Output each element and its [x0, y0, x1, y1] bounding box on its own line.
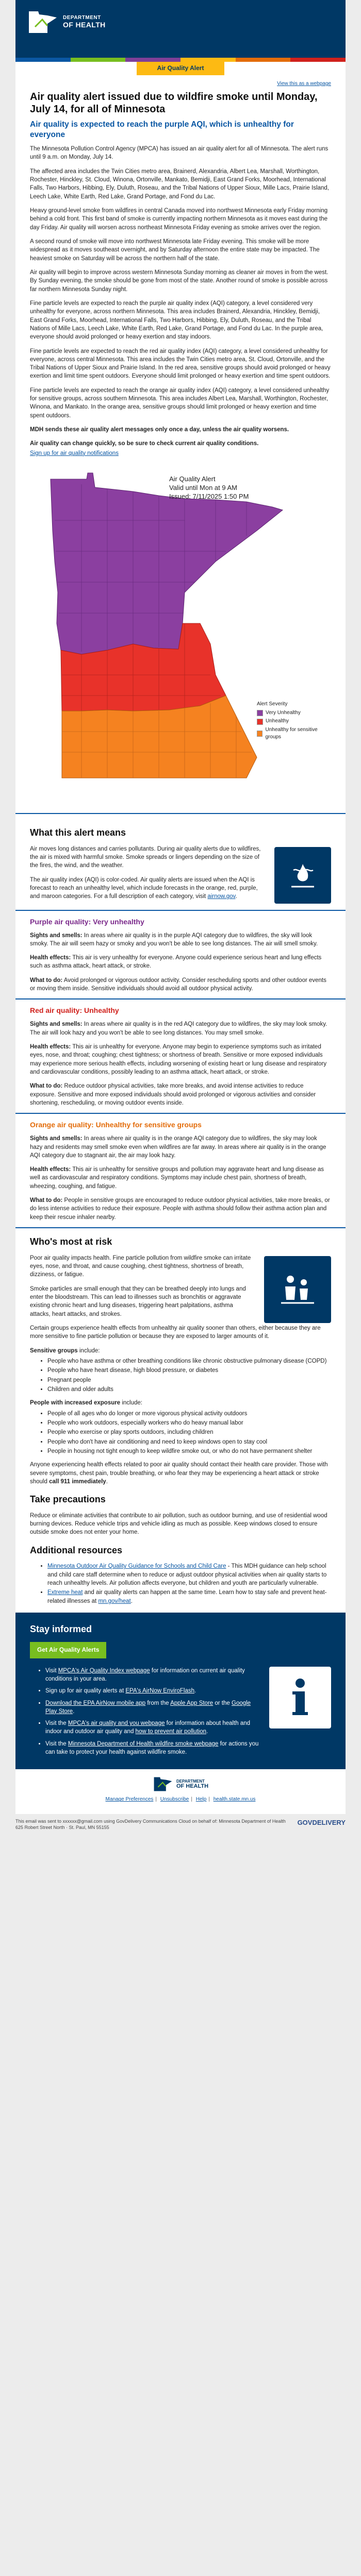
list-item: • People who work outdoors, especially workers who do heavy manual labor — [47, 1419, 331, 1427]
list-item: • Visit the Minnesota Department of Health wildfire smoke webpage for actions you can take to protect your health against wildfire smoke. — [45, 1740, 259, 1757]
resources-heading: Additional resources — [30, 1545, 123, 1555]
mn-heat-link[interactable]: mn.gov/heat — [98, 1598, 131, 1604]
list-item: • People who have heart disease, high blood pressure, or diabetes — [47, 1366, 331, 1375]
info-icon — [269, 1667, 331, 1728]
signup-notifications-link[interactable]: Sign up for air quality notifications — [30, 450, 119, 456]
legend-item-sensitive: Unhealthy for sensitive groups — [257, 726, 331, 741]
sensitive-groups-list — [30, 1357, 331, 1394]
red-health: Health effects: This air is unhealthy for everyone. Anyone may begin to experience symptoms such as irritated eyes, nose, and throat; coughing; chest tightness; or shortness of breath. Sensitive or more exposed individuals may experience more serious health effects, including worsening of existing heart or lung disease and respiratory and cardiovascular conditions, possibly leading to an asthma attack, heart attack, or stroke. — [30, 1044, 327, 1075]
list-item: • Download the EPA AirNow mobile app from the Apple App Store or the Google Play Store. — [45, 1699, 259, 1716]
people-risk-icon — [264, 1256, 331, 1323]
apple-store-link[interactable]: Apple App Store — [170, 1700, 214, 1706]
list-item: • Visit MPCA's Air Quality Index webpage for information on current air quality conditions in your area. — [45, 1667, 259, 1684]
paragraph-5: Air quality will begin to improve across western Minnesota Sunday morning as cleaner air moves in from the west. By Sunday evening, the smoke should be gone from most of the state. Another round of smoke is possible across far northern Minnesota Sunday night. — [30, 269, 329, 293]
footer-logo-line2: OF HEALTH — [176, 1783, 209, 1789]
alert-title: Air quality alert issued due to wildfire smoke until Monday, July 14, for all of Minnesota — [30, 91, 318, 115]
alert-banner: Air Quality Alert — [137, 62, 224, 75]
logo-line2: OF HEALTH — [63, 20, 106, 29]
list-item: • Sign up for air quality alerts at EPA's AirNow EnviroFlash. — [45, 1687, 259, 1695]
red-heading: Red air quality: Unhealthy — [30, 1006, 119, 1015]
footer-links: Manage Preferences | Unsubscribe | Help | health.state.mn.us — [105, 1797, 256, 1803]
footer-logo-line1: DEPARTMENT — [176, 1778, 205, 1784]
purple-todo: What to do: Avoid prolonged or vigorous outdoor activity. Consider rescheduling sports and other outdoor events or moving them inside. Sensitive individuals should avoid all outdoor physical activity. — [30, 977, 326, 992]
list-item: • Minnesota Outdoor Air Quality Guidance for Schools and Child Care - This MDH guidance can help school and child care staff determine when to reduce or adjust outdoor physical activities when air quality starts to reach unhealthy levels. Air pollution affects everyone, but children and youth are particularly vulnerable. — [47, 1562, 331, 1587]
wildfire-air-icon — [274, 847, 331, 904]
paragraph-3: Heavy ground-level smoke from wildfires in central Canada moved into northwest Minnesota early Friday morning behind a cold front. This first band of smoke is currently impacting northern Minnesota as it moves east during the day Friday. Air quality will worsen across northeast Minnesota Friday evening as smoke arrives over the region. — [30, 207, 328, 231]
what-means-p1: Air moves long distances and carries pollutants. During air quality alerts due to wildfires, the air is mixed with harmful smoke. Smoke spreads or lingers depending on the size of the fires, the wind, and the weather. — [30, 845, 261, 869]
paragraph-1: The Minnesota Pollution Control Agency (MPCA) has issued an air quality alert for all of Minnesota. The alert runs until 9 a.m. on Monday, July 14. — [30, 145, 329, 161]
orange-todo: What to do: People in sensitive groups are encouraged to reduce outdoor physical activities, take more breaks, or do less intense activities to reduce their exposure. People with asthma should follow their asthma action plan and keep their rescue inhaler nearby. — [30, 1197, 330, 1221]
orange-health: Health effects: This air is unhealthy for sensitive groups and pollution may aggravate heart and lung disease as well as cardiovascular and respiratory conditions. Symptoms may include chest pain, shortness of breath, wheezing, coughing, and fatigue. — [30, 1166, 324, 1190]
list-item: • People who don't have air conditioning and need to keep windows open to stay cool — [47, 1438, 331, 1446]
paragraph-7: Fine particle levels are expected to reach the red air quality index (AQI) category, a level considered unhealthy for everyone, across central Minnesota. This area includes the Twin Cities metro area, St. Cloud, Ortonville, and the Tribal Nations of Upper Sioux and Prairie Island. In the red area, sensitive groups should avoid prolonged or heavy exertion and limit time spent outdoors. Everyone should limit prolonged or heavy exertion and time spent outdoors. — [30, 348, 331, 380]
school-guidance-link[interactable]: Minnesota Outdoor Air Quality Guidance for Schools and Child Care — [47, 1563, 226, 1570]
list-item: • Pregnant people — [47, 1376, 331, 1384]
red-todo: What to do: Reduce outdoor physical activities, take more breaks, and avoid intense activities to reduce exposure. Sensitive and more exposed individuals should avoid prolonged or vigorous activities and consider shortening, rescheduling, or moving outdoor events inside. — [30, 1083, 316, 1106]
map-title: Air Quality Alert Valid until Mon at 9 AM Issued: 7/11/2025 1:50 PM — [169, 475, 249, 500]
legend-item-unhealthy: Unhealthy — [257, 718, 331, 725]
logo-line1: DEPARTMENT — [63, 15, 101, 21]
minnesota-alert-map — [30, 469, 331, 800]
check-conditions-note: Air quality can change quickly, so be sure to check current air quality conditions. — [30, 440, 259, 447]
paragraph-6: Fine particle levels are expected to reach the purple air quality index (AQI) category, a level considered very unhealthy for everyone, across northern Minnesota. This area includes Brainerd, Alexandria, Hinckley, Bemidji, East Grand Forks, Moorhead, International Falls, Two Harbors, Hibbing, Ely, Duluth, Roseau, and the Tribal Nations of Mille Lacs, Leech Lake, White Earth, Red Lake, Grand Portage, and Fond du Lac. In the purple area, everyone should avoid prolonged or heavy exertion and stay indoors. — [30, 300, 323, 341]
airnow-link[interactable]: airnow.gov — [207, 893, 236, 900]
delivery-note: This email was sent to xxxxxx@gmail.com using GovDelivery Communications Cloud on behalf of: Minnesota Department of Health 625 Robert Street North · St. Paul, MN 55155 GOVDELIVERY — [15, 1818, 346, 1831]
stay-heading: Stay informed — [30, 1623, 92, 1634]
purple-heading: Purple air quality: Very unhealthy — [30, 917, 144, 926]
section-divider — [15, 910, 346, 911]
minnesota-state-icon — [153, 1776, 173, 1792]
orange-heading: Orange air quality: Unhealthy for sensitive groups — [30, 1121, 202, 1129]
alert-subtitle: Air quality is expected to reach the purple AQI, which is unhealthy for everyone — [30, 120, 294, 139]
paragraph-8: Fine particle levels are expected to reach the orange air quality index (AQI) category, a level considered unhealthy for sensitive groups, across southern Minnesota. This area includes Albert Lea, Marshall, Worthington, Rochester, Winona, and Mankato. In the orange area, sensitive groups should limit prolonged or heavy exertion and time spent outdoors. — [30, 387, 330, 419]
purple-health: Health effects: This air is very unhealthy for everyone. Anyone could experience serious heart and lung effects such as asthma attack, heart attack, or stroke. — [30, 955, 322, 970]
exposure-intro: People with increased exposure include: — [30, 1400, 142, 1406]
paragraph-2: The affected area includes the Twin Cities metro area, Brainerd, Alexandria, Albert Lea, Marshall, Worthington, Rochester, Hinckley, St. Cloud, Winona, Ortonville, Mankato, Bemidji, East Grand Forks, Moorhead, International Falls, Two Harbors, Hibbing, Ely, Duluth, Roseau, and the Tribal Nations of Upper Sioux, Mille Lacs, Prairie Island, Leech Lake, White Earth, Red Lake, Grand Portage, and Fond du Lac. — [30, 168, 329, 200]
wildfire-smoke-link[interactable]: Minnesota Department of Health wildfire smoke webpage — [68, 1740, 219, 1747]
exposure-list — [30, 1410, 331, 1456]
extreme-heat-link[interactable]: Extreme heat — [47, 1589, 83, 1596]
minnesota-state-icon — [27, 10, 59, 34]
list-item: • People who exercise or play sports outdoors, including children — [47, 1428, 331, 1436]
mdh-logo — [27, 10, 106, 34]
risk-heading: Who's most at risk — [30, 1236, 112, 1247]
map-legend — [257, 701, 331, 742]
google-play-link[interactable]: Google Play Store — [45, 1700, 251, 1715]
color-stripe — [15, 58, 346, 62]
sensitive-groups-intro: Sensitive groups include: — [30, 1347, 100, 1354]
what-means-heading: What this alert means — [30, 827, 126, 838]
section-divider — [15, 1227, 346, 1228]
orange-sights: Sights and smells: In areas where air quality is in the orange AQI category due to wildfires, the sky may look hazy and residents may smell smoke even when wildfires are far away. In areas where air quality is in the orange AQI category due to stagnant air, the air may look hazy. — [30, 1136, 326, 1159]
list-item: • People in housing not tight enough to keep wildfire smoke out, or who do not have permanent shelter — [47, 1447, 331, 1455]
legend-title: Alert Severity — [257, 701, 288, 707]
risk-p3: Certain groups experience health effects from unhealthy air quality sooner than others, either because they are more sensitive to fine particle pollution or because they are exposed to larger amounts of it. — [30, 1325, 321, 1340]
precautions-heading: Take precautions — [30, 1494, 106, 1505]
air-quality-map — [30, 469, 331, 800]
risk-p1: Poor air quality impacts health. Fine particle pollution from wildfire smoke can irritate eyes, nose, and throat, and cause coughing, chest tightness, shortness of breath, dizziness, or fatigue. — [30, 1255, 251, 1278]
section-divider — [15, 998, 346, 999]
aq-and-you-link[interactable]: MPCA's air quality and you webpage — [68, 1720, 165, 1727]
unsubscribe-link[interactable]: Unsubscribe — [160, 1797, 189, 1803]
legend-item-very-unhealthy: Very Unhealthy — [257, 709, 331, 717]
stay-list — [30, 1667, 259, 1757]
list-item: • People who have asthma or other breathing conditions like chronic obstructive pulmonary disease (COPD) — [47, 1357, 331, 1365]
main-content — [15, 75, 346, 800]
list-item: • Visit the MPCA's air quality and you webpage for information about health and indoor and outdoor air quality and how to prevent air pollution. — [45, 1719, 259, 1736]
aqi-webpage-link[interactable]: MPCA's Air Quality Index webpage — [58, 1667, 150, 1674]
precautions-text: Reduce or eliminate activities that contribute to air pollution, such as outdoor burning, and use of residential wood burning devices. Reduce vehicle trips and vehicle idling as much as possible. Keep windows closed to ensure outside smoke does not enter your home. — [30, 1512, 327, 1536]
get-alerts-button[interactable]: Get Air Quality Alerts — [30, 1642, 106, 1658]
footer-logo — [15, 1769, 346, 1796]
paragraph-4: A second round of smoke will move into northwest Minnesota late Friday evening. This smoke will be more widespread as it moves southeast overnight, and by Saturday afternoon the entire state may be impacted. The heaviest smoke on Saturday will be across the northern half of the state. — [30, 238, 320, 262]
what-means-p2: The air quality index (AQI) is color-coded. Air quality alerts are issued when the AQI is forecast to reach an unhealthy level, which include forecasts in the orange, red, purple, and maroon categories. For a full description of each category, visit airnow.gov. — [30, 876, 258, 900]
airnow-app-link[interactable]: Download the EPA AirNow mobile app — [45, 1700, 146, 1706]
header — [15, 0, 346, 58]
list-item: • Children and older adults — [47, 1385, 331, 1394]
purple-sights: Sights and smells: In areas where air quality is in the purple AQI category due to wildfires, the sky will look smoky. The air will seem hazy or smoky and you won't be able to see long distances. The air will smell smoky. — [30, 932, 318, 947]
enviroflash-link[interactable]: EPA's AirNow EnviroFlash — [125, 1688, 194, 1694]
view-webpage-link[interactable]: View this as a webpage — [277, 81, 331, 87]
list-item: • People of all ages who do longer or more vigorous physical activity outdoors — [47, 1410, 331, 1418]
resources-list — [30, 1562, 331, 1605]
govdelivery-logo: GOVDELIVERY — [297, 1818, 346, 1826]
section-divider — [15, 1113, 346, 1114]
email-container — [15, 0, 346, 1814]
health-site-link[interactable]: health.state.mn.us — [213, 1797, 256, 1803]
manage-preferences-link[interactable]: Manage Preferences — [105, 1797, 154, 1803]
stay-informed-section — [15, 1613, 346, 1770]
send-frequency-note: MDH sends these air quality alert messages only once a day, unless the air quality worsens. — [30, 427, 289, 433]
list-item: • Extreme heat and air quality alerts can happen at the same time. Learn how to stay safe and prevent heat-related illnesses at mn.gov/heat. — [47, 1588, 331, 1605]
red-sights: Sights and smells: In areas where air quality is in the red AQI category due to wildfires, the sky may look smoky. The air will look hazy and you won't be able to see long distances. You may smell smoke. — [30, 1021, 327, 1036]
help-link[interactable]: Help — [195, 1797, 207, 1803]
risk-p2: Smoke particles are small enough that they can be breathed deeply into lungs and enter the bloodstream. This can lead to illnesses such as bronchitis or aggravate existing chronic heart and lung diseases, triggering heart palpitations, asthma attacks, heart attacks, and strokes. — [30, 1285, 246, 1317]
risk-p4: Anyone experiencing health effects related to poor air quality should contact their health care provider. Those with severe symptoms, chest pain, trouble breathing, or who fear they may be experiencing a heart attack or stroke should call 911 immediately. — [30, 1462, 328, 1485]
prevent-pollution-link[interactable]: how to prevent air pollution — [135, 1728, 206, 1735]
